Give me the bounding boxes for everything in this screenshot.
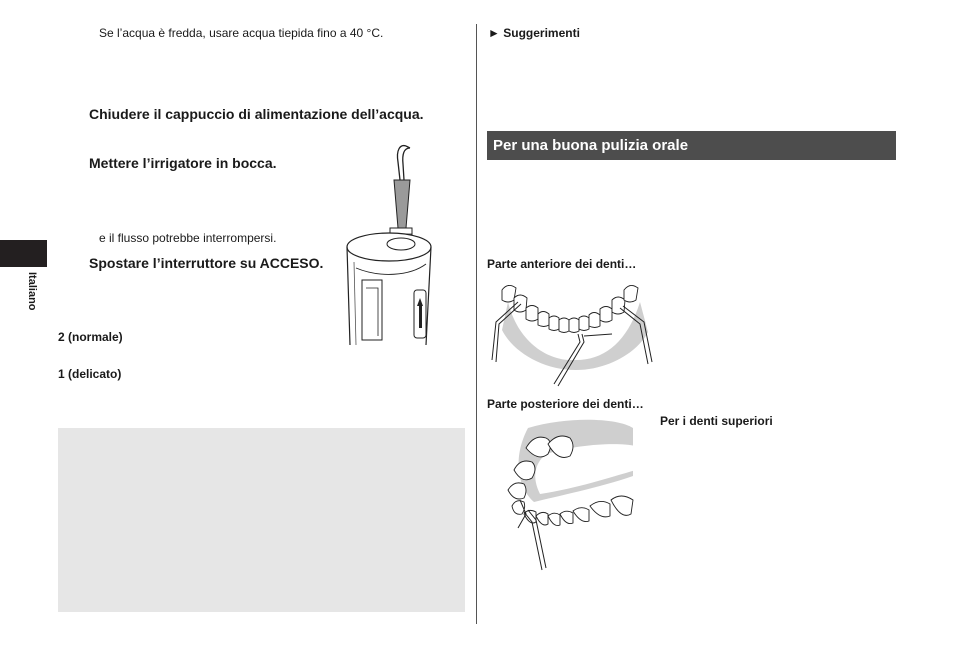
irrigator-illustration <box>340 140 440 350</box>
front-teeth-illustration <box>488 272 658 387</box>
language-tab-marker <box>0 240 47 267</box>
note-box <box>58 428 465 612</box>
tips-heading <box>488 26 580 40</box>
tips-heading-text: Suggerimenti <box>503 26 580 40</box>
step-close-cap: Chiudere il cappuccio di alimentazione dell’acqua. <box>89 106 424 122</box>
column-divider <box>476 24 477 624</box>
step-mouth: Mettere l’irrigatore in bocca. <box>89 155 277 171</box>
mode-normal: 2 (normale) <box>58 330 123 344</box>
mode-gentle: 1 (delicato) <box>58 367 122 381</box>
step-switch-on: Spostare l’interruttore su ACCESO. <box>89 255 324 271</box>
language-label: Italiano <box>26 272 38 311</box>
warm-water-note: Se l’acqua è fredda, usare acqua tiepida fino a 40 °C. <box>99 26 384 40</box>
tips-marker-icon: ► <box>488 26 500 40</box>
back-teeth-label: Parte posteriore dei denti… <box>487 397 644 411</box>
upper-teeth-label: Per i denti superiori <box>660 414 773 428</box>
section-title-bar: Per una buona pulizia orale <box>487 131 896 160</box>
flow-note: e il flusso potrebbe interrompersi. <box>99 231 277 245</box>
front-teeth-label: Parte anteriore dei denti… <box>487 257 637 271</box>
back-teeth-illustration <box>498 418 648 578</box>
